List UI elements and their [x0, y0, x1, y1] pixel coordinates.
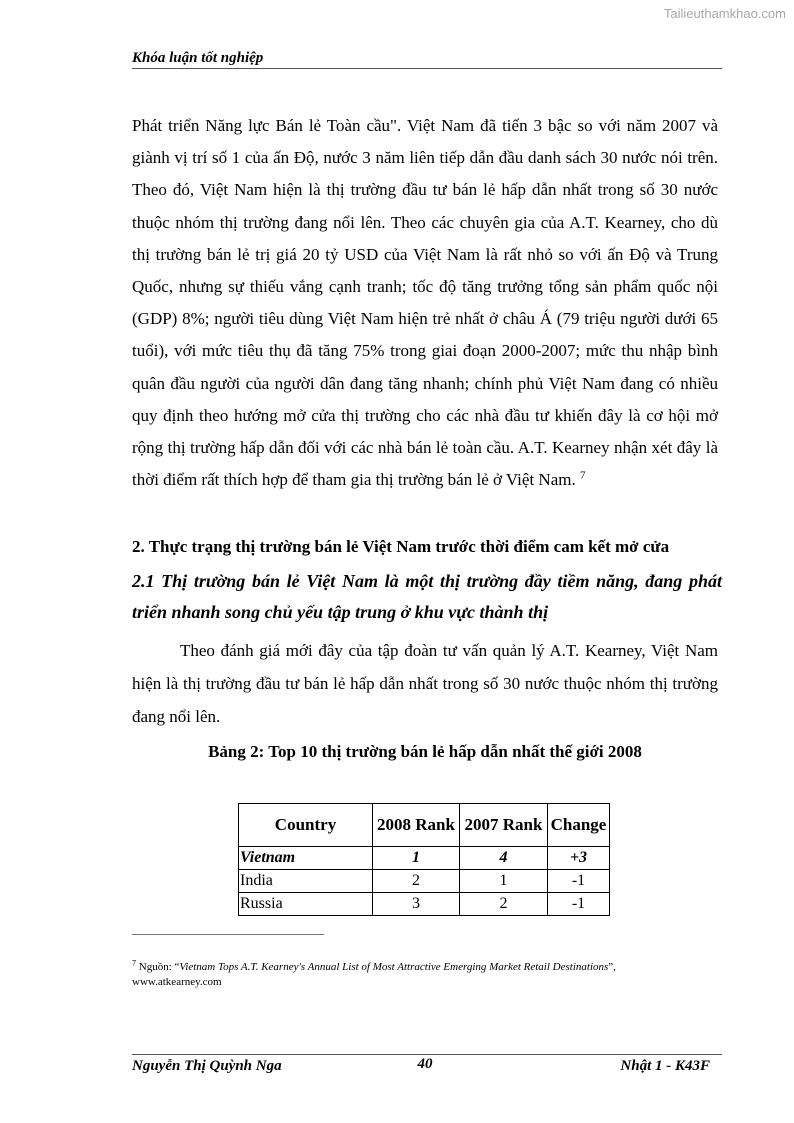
cell-2007-rank: 4: [460, 847, 548, 870]
body-paragraph: [132, 110, 718, 496]
paragraph-2-text: Theo đánh giá mới đây của tập đoàn tư vấn quản lý A.T. Kearney, Việt Nam hiện là thị trường đầu tư bán lẻ hấp dẫn nhất trong số 30 nước thuộc nhóm thị trường đang nổi lên.: [132, 641, 718, 726]
column-header-country: Country: [239, 804, 373, 847]
paragraph-2: [132, 634, 718, 733]
footnote-divider: [132, 934, 324, 935]
footer-class: Nhật 1 - K43F: [620, 1058, 710, 1074]
cell-change: +3: [548, 847, 610, 870]
header-divider: [132, 68, 722, 69]
footnote-number: 7: [132, 958, 136, 968]
table-header-row: [239, 804, 610, 847]
column-header-change: Change: [548, 804, 610, 847]
cell-2007-rank: 2: [460, 893, 548, 916]
cell-2007-rank: 1: [460, 870, 548, 893]
cell-change: -1: [548, 893, 610, 916]
cell-2008-rank: 1: [373, 847, 460, 870]
column-header-2007-rank: 2007 Rank: [460, 804, 548, 847]
table-row: [239, 847, 610, 870]
footnote-prefix: Nguồn: “: [136, 961, 180, 973]
cell-change: -1: [548, 870, 610, 893]
watermark: Tailieuthamkhao.com: [663, 6, 786, 21]
ranking-table: [238, 803, 610, 916]
page-number: 40: [417, 1056, 433, 1072]
subsection-heading: 2.1 Thị trường bán lẻ Việt Nam là một thị trường đầy tiềm năng, đang phát triển nhanh song chủ yếu tập trung ở khu vực thành thị: [132, 571, 722, 622]
footer-author: Nguyễn Thị Quỳnh Nga: [132, 1058, 282, 1074]
column-header-2008-rank: 2008 Rank: [373, 804, 460, 847]
footer-divider: [132, 1054, 722, 1055]
footnote-source-title: Vietnam Tops A.T. Kearney's Annual List of Most Attractive Emerging Market Retail Destinations: [179, 961, 609, 973]
table-caption: Bảng 2: Top 10 thị trường bán lẻ hấp dẫn nhất thế giới 2008: [208, 742, 642, 761]
footnote: [132, 960, 692, 990]
section-heading: 2. Thực trạng thị trường bán lẻ Việt Nam trước thời điểm cam kết mở cửa: [132, 537, 670, 556]
cell-2008-rank: 3: [373, 893, 460, 916]
body-text: Phát triển Năng lực Bán lẻ Toàn cầu". Việt Nam đã tiến 3 bậc so với năm 2007 và giành vị trí số 1 của ấn Độ, nước 3 năm liên tiếp dẫn đầu danh sách 30 nước nói trên. Theo đó, Việt Nam hiện là thị trường đầu tư bán lẻ hấp dẫn nhất trong số 30 nước thuộc nhóm thị trường đang nổi lên. Theo các chuyên gia của A.T. Kearney, cho dù thị trường bán lẻ trị giá 20 tỷ USD của Việt Nam là rất nhỏ so với ấn Độ và Trung Quốc, nhưng sự thiếu vắng cạnh tranh; tốc độ tăng trưởng tổng sản phẩm quốc nội (GDP) 8%; người tiêu dùng Việt Nam hiện trẻ nhất ở châu Á (79 triệu người dưới 65 tuổi), với mức tiêu thụ đã tăng 75% trong giai đoạn 2000-2007; mức thu nhập bình quân đầu người của người dân đang tăng nhanh; chính phủ Việt Nam đang có nhiều quy định theo hướng mở cửa thị trường cho các nhà đầu tư khiến đây là cơ hội mở rộng thị trường hấp dẫn đối với các nhà bán lẻ toàn cầu. A.T. Kearney nhận xét đây là thời điểm rất thích hợp để tham gia thị trường bán lẻ ở Việt Nam.: [132, 116, 718, 490]
table-row: [239, 893, 610, 916]
cell-country: Russia: [239, 893, 373, 916]
footnote-reference[interactable]: 7: [579, 469, 586, 482]
table-row: [239, 870, 610, 893]
cell-country: Vietnam: [239, 847, 373, 870]
cell-country: India: [239, 870, 373, 893]
cell-2008-rank: 2: [373, 870, 460, 893]
header-title: Khóa luận tốt nghiệp: [132, 50, 264, 66]
footnote-source-url: ”, www.atkearney.com: [132, 961, 616, 988]
